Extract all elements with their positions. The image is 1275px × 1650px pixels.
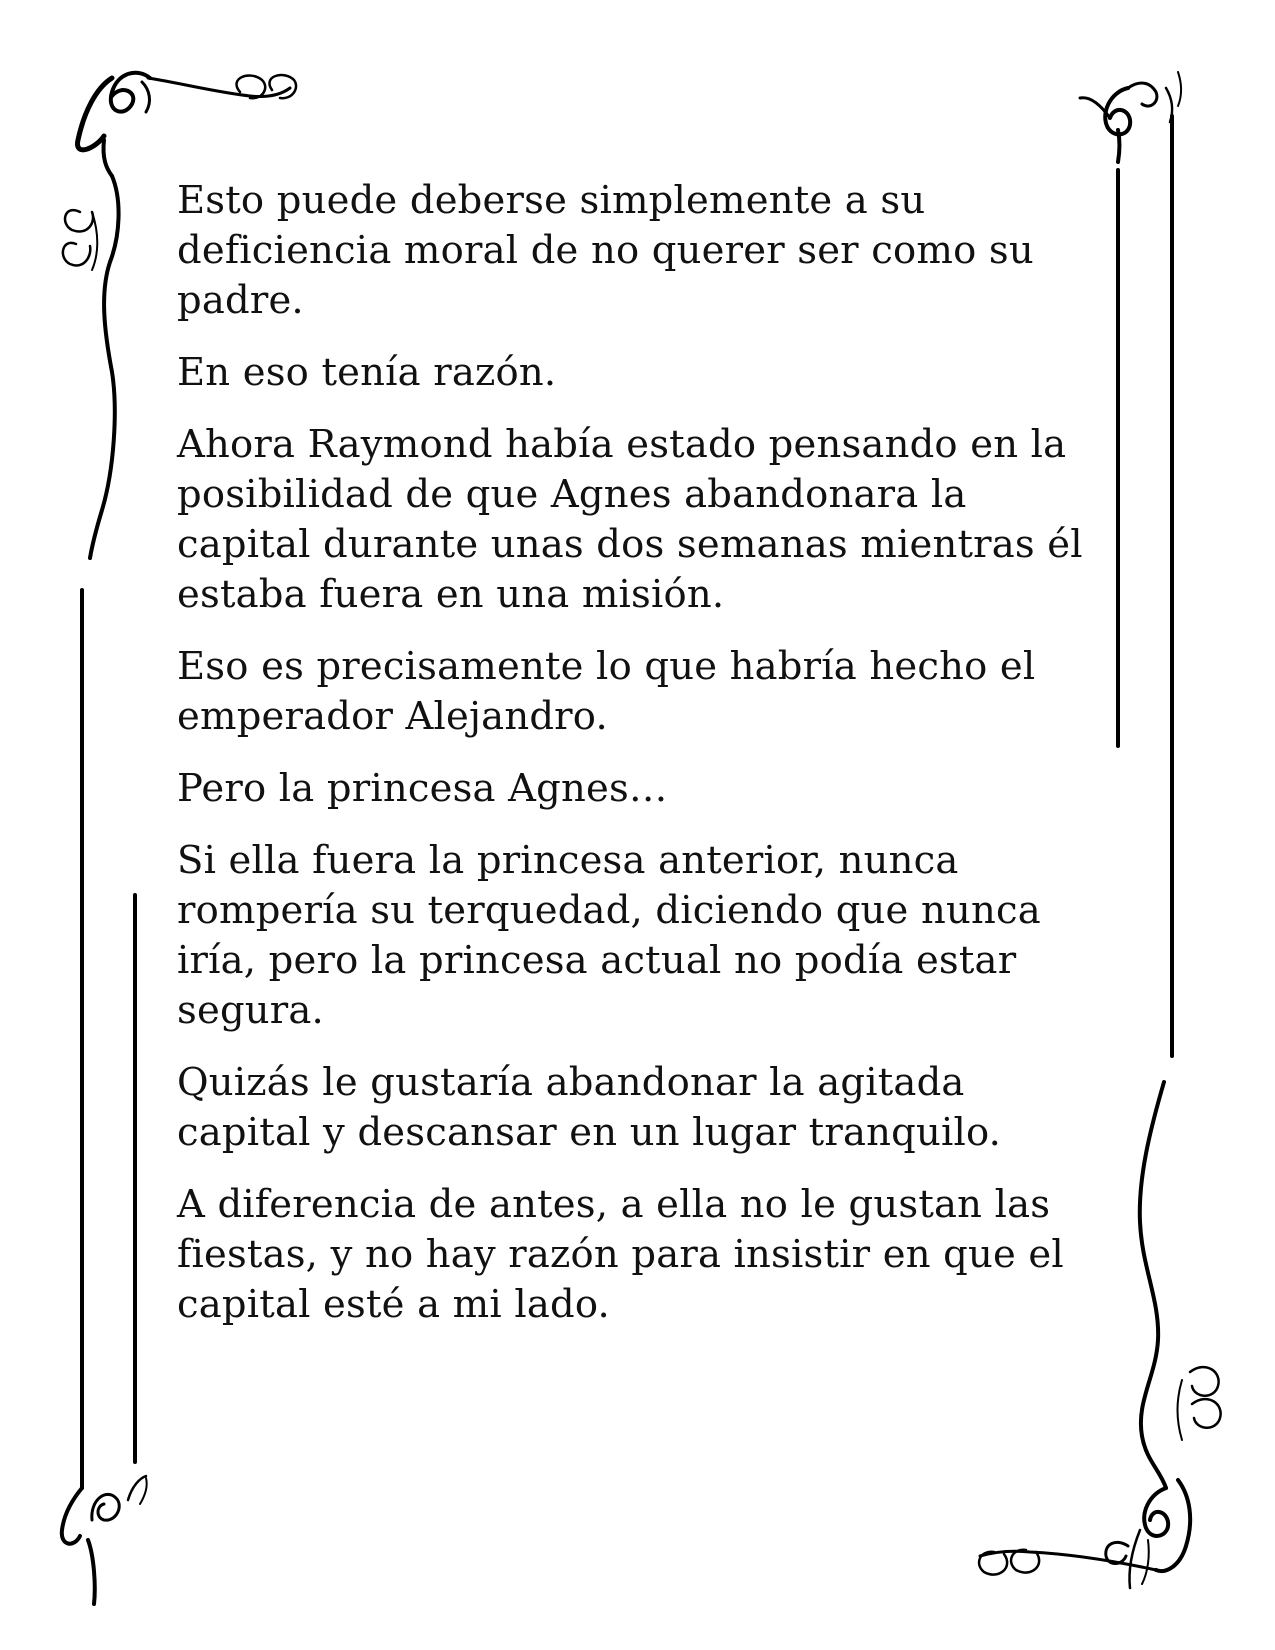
paragraph-4: Eso es precisamente lo que habría hecho el emperador Alejandro.: [177, 644, 1036, 739]
story-text: [177, 176, 1107, 1352]
paragraph-3: Ahora Raymond había estado pensando en la posibilidad de que Agnes abandonara la capital durante unas dos semanas mientras él estaba fuera en una misión.: [177, 422, 1083, 617]
paragraph-2: En eso tenía razón.: [177, 350, 557, 395]
paragraph-7: Quizás le gustaría abandonar la agitada capital y descansar en un lugar tranquilo.: [177, 1060, 1002, 1155]
flourish-bottom-left: [62, 1476, 147, 1604]
paragraph-8: A diferencia de antes, a ella no le gustan las fiestas, y no hay razón para insistir en que el capital esté a mi lado.: [177, 1182, 1064, 1327]
paragraph-5: Pero la princesa Agnes…: [177, 766, 668, 811]
paragraph-6: Si ella fuera la princesa anterior, nunca rompería su terquedad, diciendo que nunca iría, pero la princesa actual no podía estar segura.: [177, 838, 1041, 1033]
paragraph-1: Esto puede deberse simplemente a su deficiencia moral de no querer ser como su padre.: [177, 178, 1034, 323]
flourish-top-right: [1080, 72, 1181, 162]
